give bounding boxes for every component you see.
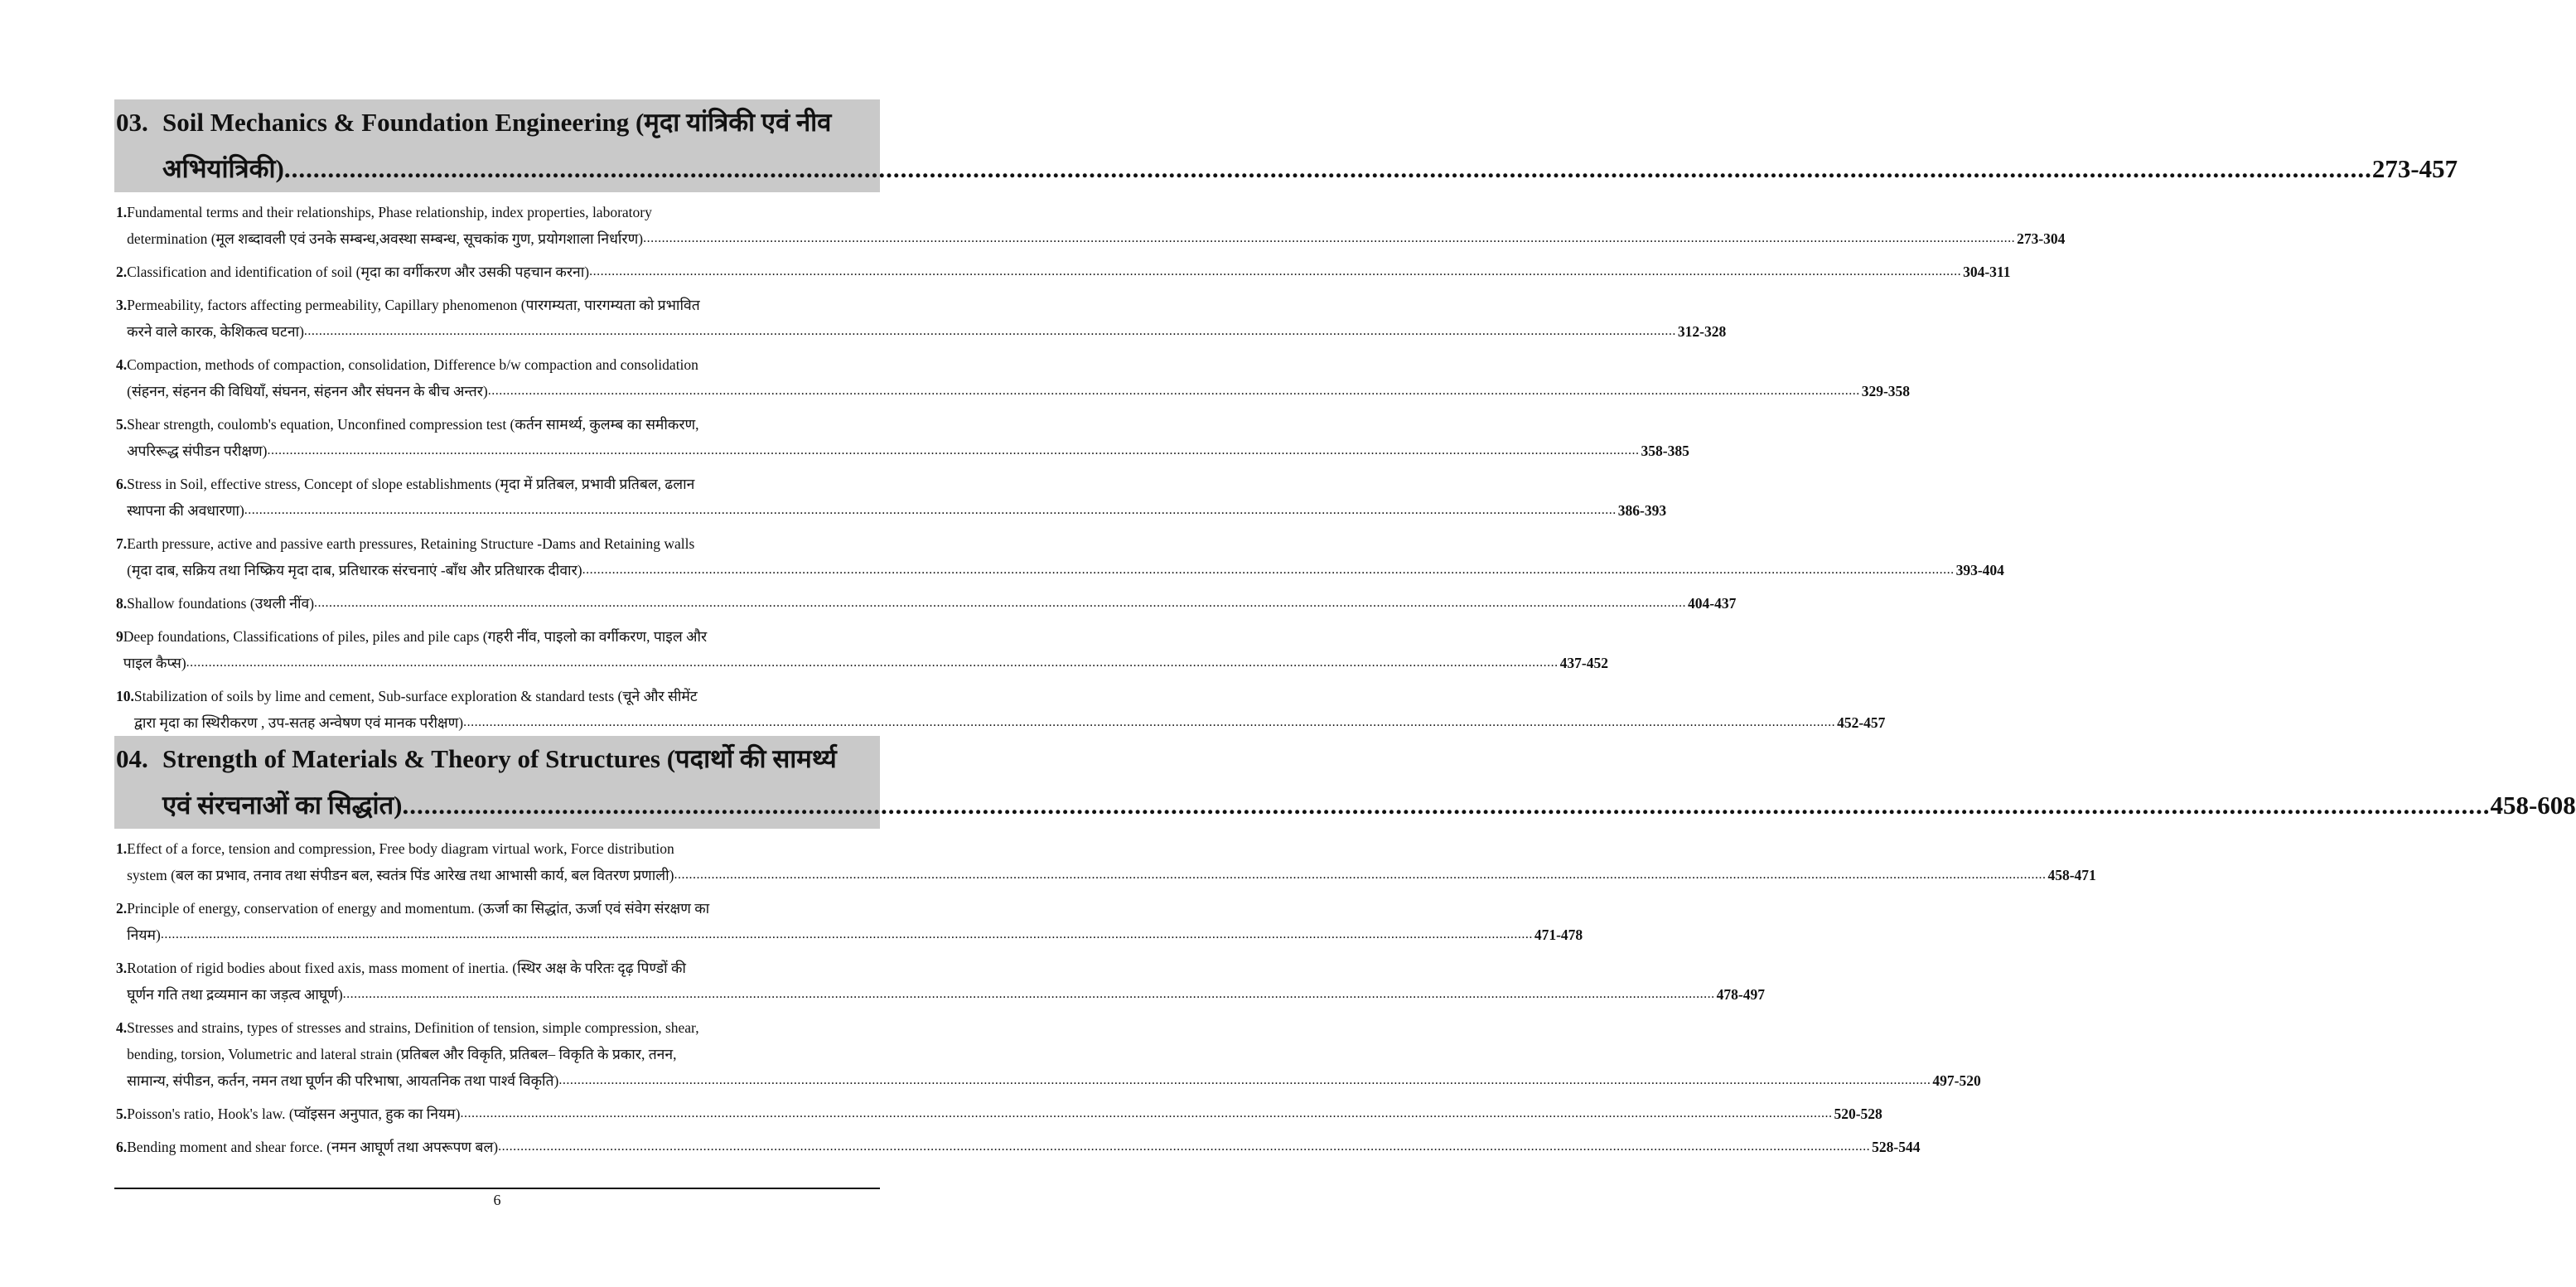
dot-leader <box>589 259 1961 285</box>
list-item <box>114 411 1689 464</box>
entry-number: 6. <box>116 476 128 492</box>
entry-pages: 358-385 <box>1641 443 1689 459</box>
entry-pages: 452-457 <box>1837 714 1886 731</box>
entry-text: Stresses and strains, types of stresses and strains, Definition of tension, simple compression, shear, <box>127 1019 699 1036</box>
list-item <box>114 1134 1921 1160</box>
dot-leader <box>582 557 1955 583</box>
entry-text: Stress in Soil, effective stress, Concept of slope establishments (मृदा में प्रतिबल, प्रभावी प्रतिबल, ढलान <box>127 476 695 492</box>
entry-text: Permeability, factors affecting permeability, Capillary phenomenon (पारगम्यता, पारगम्यता को प्रभावित <box>127 297 700 313</box>
entry-text: (संहनन, संहनन की विधियाँ, संघनन, संहनन और संघनन के बीच अन्तर) <box>127 383 488 399</box>
entry-text: Shear strength, coulomb's equation, Unconfined compression test (कर्तन सामर्थ्य, कुलम्ब का समीकरण, <box>127 416 699 433</box>
section-number: 04. <box>116 744 148 773</box>
entry-text: Compaction, methods of compaction, consolidation, Difference b/w compaction and consolidation <box>127 356 698 373</box>
section-title: Strength of Materials & Theory of Structures (पदार्थो की सामर्थ्य <box>162 744 837 773</box>
list-item <box>114 199 2066 252</box>
dot-leader <box>161 922 1533 948</box>
section-title-continued: एवं संरचनाओं का सिद्धांत) <box>162 791 403 820</box>
entry-text: Stabilization of soils by lime and cement, Sub-surface exploration & standard tests (चूने और सीमेंट <box>133 688 698 704</box>
entry-number: 6. <box>116 1139 128 1155</box>
list-item <box>114 835 2096 888</box>
entry-pages: 312-328 <box>1677 323 1727 340</box>
entry-text: Rotation of rigid bodies about fixed axis, mass moment of inertia. (स्थिर अक्ष के परितः दृढ़ पिण्डों की <box>127 960 686 976</box>
list-item <box>114 1014 1981 1094</box>
dot-leader <box>284 146 2372 192</box>
list-item <box>114 590 1737 617</box>
entry-number: 8. <box>116 595 128 612</box>
entry-text: घूर्णन गति तथा द्रव्यमान का जड़त्व आघूर्ण) <box>127 986 343 1003</box>
entry-text: द्वारा मृदा का स्थिरीकरण , उप-सतह अन्वेषण एवं मानक परीक्षण) <box>133 714 464 731</box>
entry-number: 4. <box>116 1019 128 1036</box>
section-title: Soil Mechanics & Foundation Engineering (मृदा यांत्रिकी एवं नीव <box>162 108 832 137</box>
dot-leader <box>488 378 1860 404</box>
entry-text: Classification and identification of soil (मृदा का वर्गीकरण और उसकी पहचान करना) <box>127 264 590 280</box>
list-item <box>114 895 1583 948</box>
entry-pages: 520-528 <box>1834 1106 1882 1122</box>
section-header <box>114 99 2458 192</box>
dot-leader <box>402 782 2490 829</box>
entry-list <box>114 199 2066 736</box>
dot-leader <box>463 709 1835 736</box>
list-item <box>114 1101 1882 1127</box>
entry-text: system (बल का प्रभाव, तनाव तथा संपीडन बल, स्वतंत्र पिंड आरेख तथा आभासी कार्य, बल वितरण प्रणाली) <box>127 867 674 883</box>
entry-number: 3. <box>116 960 128 976</box>
entry-number: 7. <box>116 535 128 552</box>
entry-text: पाइल कैप्स) <box>123 655 186 671</box>
dot-leader <box>314 590 1686 617</box>
section-header <box>114 736 2576 829</box>
page-number: 6 <box>493 1192 501 1208</box>
list-item <box>114 351 1911 404</box>
entry-pages: 404-437 <box>1688 595 1737 612</box>
list-item <box>114 471 1667 524</box>
list-item <box>114 530 2004 583</box>
entry-text: नियम) <box>127 927 161 943</box>
table-of-contents <box>114 99 2576 1160</box>
entry-text: Shallow foundations (उथली नींव) <box>127 595 315 612</box>
entry-number: 1. <box>116 840 128 857</box>
entry-list <box>114 835 2096 1160</box>
entry-text: determination (मूल शब्दावली एवं उनके सम्बन्ध,अवस्था सम्बन्ध, सूचकांक गुण, प्रयोगशाला निर्धारण) <box>127 230 644 247</box>
dot-leader <box>244 497 1617 524</box>
entry-number: 10. <box>116 688 134 704</box>
entry-pages: 329-358 <box>1861 383 1911 399</box>
entry-number: 5. <box>116 416 128 433</box>
dot-leader <box>304 318 1676 345</box>
entry-pages: 273-304 <box>2017 230 2066 247</box>
entry-number: 3. <box>116 297 128 313</box>
section-pages: 273-457 <box>2371 154 2458 183</box>
entry-text: अपरिरूद्ध संपीडन परीक्षण) <box>127 443 268 459</box>
entry-pages: 304-311 <box>1963 264 2011 280</box>
entry-text: (मृदा दाब, सक्रिय तथा निष्क्रिय मृदा दाब, प्रतिधारक संरचनाएं -बाँध और प्रतिधारक दीवार) <box>127 562 582 578</box>
entry-pages: 393-404 <box>1955 562 2004 578</box>
list-item <box>114 955 1765 1008</box>
footer-rule <box>114 1188 880 1189</box>
entry-text: Earth pressure, active and passive earth pressures, Retaining Structure -Dams and Retaining walls <box>127 535 695 552</box>
list-item <box>114 259 2011 285</box>
entry-text: स्थापना की अवधारणा) <box>127 502 244 519</box>
entry-text: Effect of a force, tension and compression, Free body diagram virtual work, Force distribution <box>127 840 674 857</box>
section-number: 03. <box>116 108 148 137</box>
entry-number: 5. <box>116 1106 128 1122</box>
dot-leader <box>268 438 1640 464</box>
entry-text: Poisson's ratio, Hook's law. (प्वॉइसन अनुपात, हुक का नियम) <box>127 1106 461 1122</box>
dot-leader <box>558 1067 1931 1094</box>
entry-text: Bending moment and shear force. (नमन आघूर्ण तथा अपरूपण बल) <box>127 1139 499 1155</box>
dot-leader <box>460 1101 1832 1127</box>
entry-text: Principle of energy, conservation of energy and momentum. (ऊर्जा का सिद्धांत, ऊर्जा एवं संवेग संरक्षण का <box>127 900 710 917</box>
entry-pages: 458-471 <box>2047 867 2096 883</box>
entry-pages: 437-452 <box>1559 655 1608 671</box>
dot-leader <box>674 862 2046 888</box>
list-item <box>114 683 1886 736</box>
entry-pages: 478-497 <box>1716 986 1765 1003</box>
entry-text: करने वाले कारक, केशिकत्व घटना) <box>127 323 304 340</box>
dot-leader <box>186 650 1559 676</box>
entry-number: 2. <box>116 900 128 917</box>
entry-text: bending, torsion, Volumetric and lateral strain (प्रतिबल और विकृति, प्रतिबल– विकृति के प्रकार, तनन, <box>127 1046 677 1062</box>
dot-leader <box>498 1134 1870 1160</box>
entry-text: सामान्य, संपीडन, कर्तन, नमन तथा घूर्णन की परिभाषा, आयतनिक तथा पार्श्व विकृति) <box>127 1072 559 1089</box>
list-item <box>114 623 1608 676</box>
section-title-continued: अभियांत्रिकी) <box>162 154 284 183</box>
entry-text: Fundamental terms and their relationships, Phase relationship, index properties, laboratory <box>127 204 652 220</box>
entry-number: 4. <box>116 356 128 373</box>
entry-pages: 471-478 <box>1534 927 1583 943</box>
entry-number: 9 <box>116 628 123 645</box>
dot-leader <box>643 225 2015 252</box>
dot-leader <box>343 981 1715 1008</box>
entry-number: 2. <box>116 264 128 280</box>
entry-number: 1. <box>116 204 128 220</box>
section-pages: 458-608 <box>2490 791 2576 820</box>
list-item <box>114 292 1727 345</box>
entry-text: Deep foundations, Classifications of piles, piles and pile caps (गहरी नींव, पाइलो का वर्गीकरण, पाइल और <box>123 628 708 645</box>
entry-pages: 386-393 <box>1617 502 1667 519</box>
entry-pages: 497-520 <box>1932 1072 1981 1089</box>
entry-pages: 528-544 <box>1872 1139 1921 1155</box>
